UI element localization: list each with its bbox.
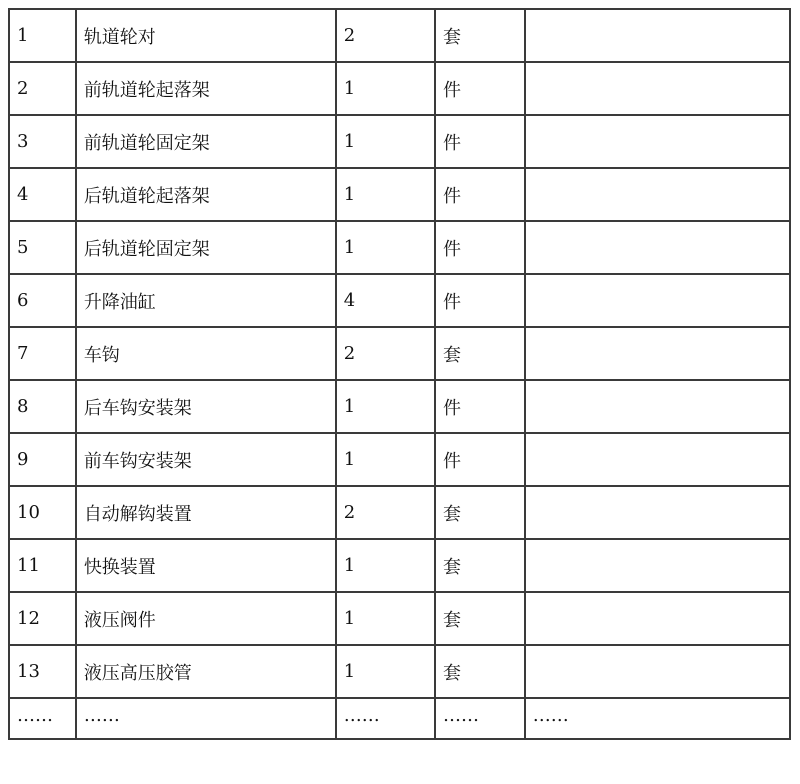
cell-name: 快换装置 — [76, 539, 336, 592]
cell-name: 车钩 — [76, 327, 336, 380]
table-row — [9, 221, 790, 274]
cell-qty: 1 — [336, 539, 435, 592]
cell-name: 前轨道轮起落架 — [76, 62, 336, 115]
table-row — [9, 592, 790, 645]
cell-remark — [525, 9, 790, 62]
cell-qty-ellipsis: …… — [336, 698, 435, 739]
table-row — [9, 645, 790, 698]
cell-no: 4 — [9, 168, 76, 221]
cell-no: 11 — [9, 539, 76, 592]
cell-name: 轨道轮对 — [76, 9, 336, 62]
cell-unit: 套 — [435, 327, 525, 380]
cell-remark — [525, 486, 790, 539]
cell-name: 液压高压胶管 — [76, 645, 336, 698]
table-row — [9, 62, 790, 115]
cell-no: 6 — [9, 274, 76, 327]
cell-remark — [525, 62, 790, 115]
parts-table-body — [9, 9, 790, 739]
cell-remark — [525, 168, 790, 221]
cell-name: 后轨道轮起落架 — [76, 168, 336, 221]
cell-no: 3 — [9, 115, 76, 168]
cell-remark — [525, 380, 790, 433]
cell-no: 5 — [9, 221, 76, 274]
cell-qty: 1 — [336, 645, 435, 698]
cell-no: 9 — [9, 433, 76, 486]
cell-remark — [525, 592, 790, 645]
cell-remark — [525, 221, 790, 274]
cell-remark — [525, 539, 790, 592]
cell-qty: 1 — [336, 380, 435, 433]
cell-unit: 套 — [435, 9, 525, 62]
cell-unit: 件 — [435, 62, 525, 115]
cell-no: 7 — [9, 327, 76, 380]
cell-qty: 1 — [336, 115, 435, 168]
table-row — [9, 9, 790, 62]
cell-unit: 套 — [435, 486, 525, 539]
cell-name: 自动解钩装置 — [76, 486, 336, 539]
table-row — [9, 274, 790, 327]
cell-unit: 套 — [435, 645, 525, 698]
cell-unit: 件 — [435, 221, 525, 274]
cell-remark — [525, 274, 790, 327]
table-row — [9, 168, 790, 221]
cell-qty: 4 — [336, 274, 435, 327]
table-row — [9, 115, 790, 168]
cell-qty: 1 — [336, 433, 435, 486]
cell-qty: 1 — [336, 168, 435, 221]
parts-table — [8, 8, 791, 740]
cell-no-ellipsis: …… — [9, 698, 76, 739]
table-row — [9, 486, 790, 539]
cell-no: 12 — [9, 592, 76, 645]
cell-unit-ellipsis: …… — [435, 698, 525, 739]
cell-name-ellipsis: …… — [76, 698, 336, 739]
cell-qty: 2 — [336, 327, 435, 380]
table-row — [9, 327, 790, 380]
cell-qty: 2 — [336, 9, 435, 62]
cell-remark — [525, 433, 790, 486]
cell-name: 升降油缸 — [76, 274, 336, 327]
cell-name: 液压阀件 — [76, 592, 336, 645]
cell-qty: 1 — [336, 62, 435, 115]
cell-no: 10 — [9, 486, 76, 539]
cell-no: 1 — [9, 9, 76, 62]
cell-no: 8 — [9, 380, 76, 433]
cell-unit: 套 — [435, 592, 525, 645]
table-row — [9, 433, 790, 486]
cell-remark — [525, 327, 790, 380]
cell-name: 前轨道轮固定架 — [76, 115, 336, 168]
cell-no: 13 — [9, 645, 76, 698]
table-row — [9, 539, 790, 592]
cell-qty: 1 — [336, 221, 435, 274]
cell-name: 后轨道轮固定架 — [76, 221, 336, 274]
cell-remark — [525, 645, 790, 698]
cell-remark — [525, 115, 790, 168]
cell-qty: 2 — [336, 486, 435, 539]
cell-name: 后车钩安装架 — [76, 380, 336, 433]
cell-qty: 1 — [336, 592, 435, 645]
cell-remark-ellipsis: …… — [525, 698, 790, 739]
cell-unit: 件 — [435, 380, 525, 433]
table-row-ellipsis — [9, 698, 790, 739]
cell-no: 2 — [9, 62, 76, 115]
cell-unit: 套 — [435, 539, 525, 592]
cell-unit: 件 — [435, 115, 525, 168]
table-row — [9, 380, 790, 433]
cell-name: 前车钩安装架 — [76, 433, 336, 486]
cell-unit: 件 — [435, 433, 525, 486]
cell-unit: 件 — [435, 274, 525, 327]
cell-unit: 件 — [435, 168, 525, 221]
